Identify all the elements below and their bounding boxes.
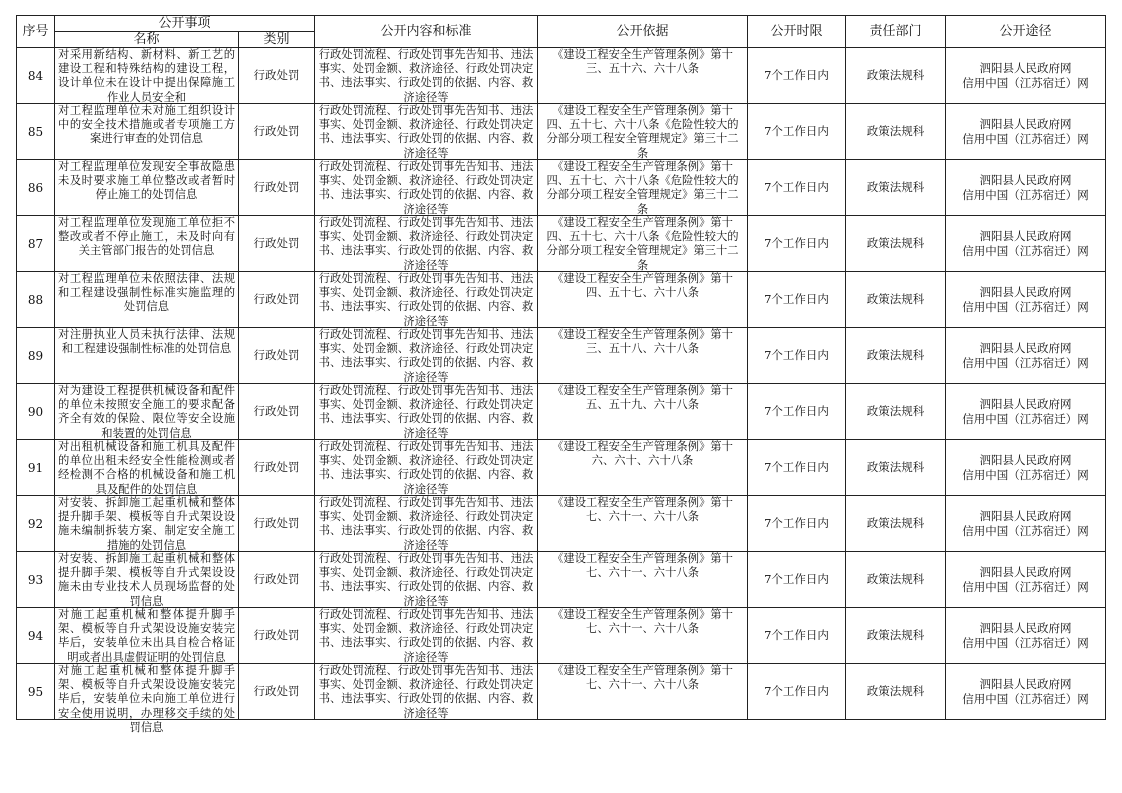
row-content-cell [315, 552, 538, 608]
row-basis-cell [538, 160, 748, 216]
row-department: 政策法规科 [846, 328, 946, 384]
route-line-1: 泗阳县人民政府网 [979, 229, 1072, 243]
row-basis: 《建设工程安全生产管理条例》第十三、五十八、六十八条 [552, 328, 733, 356]
row-seq: 92 [17, 496, 55, 552]
row-basis-cell [538, 104, 748, 160]
row-department: 政策法规科 [846, 664, 946, 720]
row-basis: 《建设工程安全生产管理条例》第十四、五十七、六十八条《危险性较大的分部分项工程安全管理规定》第三十二条 [546, 160, 739, 216]
row-name: 对为建设工程提供机械设备和配件的单位未按照安全施工的要求配备齐全有效的保险、限位等安全设施和装置的处罚信息 [58, 384, 235, 440]
row-name-cell [55, 552, 239, 608]
row-department: 政策法规科 [846, 160, 946, 216]
row-content: 行政处罚流程、行政处罚事先告知书、违法事实、处罚金额、救济途径、行政处罚决定书、违法事实、行政处罚的依据、内容、救济途径等 [318, 328, 534, 384]
row-basis: 《建设工程安全生产管理条例》第十七、六十一、六十八条 [552, 496, 733, 524]
header-department: 责任部门 [846, 16, 946, 48]
row-department: 政策法规科 [846, 48, 946, 104]
route-line-1: 泗阳县人民政府网 [979, 509, 1072, 523]
row-time-limit: 7个工作日内 [748, 552, 846, 608]
disclosure-table [16, 15, 1106, 734]
route-line-2: 信用中国（江苏宿迁）网 [962, 299, 1089, 314]
table-row [17, 272, 1106, 328]
row-seq: 86 [17, 160, 55, 216]
row-name: 对施工起重机械和整体提升脚手架、模板等自升式架设设施安装完毕后，安装单位未向施工单位进行安全使用说明，办理移交手续的处罚信息 [58, 664, 235, 734]
route-line-2: 信用中国（江苏宿迁）网 [962, 579, 1089, 594]
row-content-cell [315, 48, 538, 104]
route-line-2: 信用中国（江苏宿迁）网 [962, 75, 1089, 90]
row-seq: 93 [17, 552, 55, 608]
row-department: 政策法规科 [846, 496, 946, 552]
table-row [17, 440, 1106, 496]
row-category: 行政处罚 [239, 608, 315, 664]
row-basis: 《建设工程安全生产管理条例》第十五、五十九、六十八条 [552, 384, 733, 412]
row-route [946, 216, 1106, 272]
row-name: 对安装、拆卸施工起重机械和整体提升脚手架、模板等自升式架设设施未由专业技术人员现场监督的处罚信息 [58, 552, 235, 608]
row-content-cell [315, 216, 538, 272]
row-time-limit: 7个工作日内 [748, 608, 846, 664]
row-name: 对施工起重机械和整体提升脚手架、模板等自升式架设设施安装完毕后，安装单位未出具自检合格证明或者出具虚假证明的处罚信息 [58, 608, 235, 664]
route-line-1: 泗阳县人民政府网 [979, 621, 1072, 635]
row-route [946, 104, 1106, 160]
row-content-cell [315, 104, 538, 160]
row-route [946, 496, 1106, 552]
row-department: 政策法规科 [846, 272, 946, 328]
row-content: 行政处罚流程、行政处罚事先告知书、违法事实、处罚金额、救济途径、行政处罚决定书、违法事实、行政处罚的依据、内容、救济途径等 [318, 272, 534, 328]
row-time-limit: 7个工作日内 [748, 272, 846, 328]
row-route [946, 664, 1106, 720]
row-category: 行政处罚 [239, 384, 315, 440]
row-category: 行政处罚 [239, 272, 315, 328]
row-category: 行政处罚 [239, 552, 315, 608]
row-content: 行政处罚流程、行政处罚事先告知书、违法事实、处罚金额、救济途径、行政处罚决定书、违法事实、行政处罚的依据、内容、救济途径等 [318, 104, 534, 160]
row-name-cell [55, 104, 239, 160]
row-name: 对注册执业人员未执行法律、法规和工程建设强制性标准的处罚信息 [58, 328, 235, 356]
table-row [17, 48, 1106, 104]
header-content: 公开内容和标准 [315, 16, 538, 48]
row-category: 行政处罚 [239, 328, 315, 384]
row-name: 对安装、拆卸施工起重机械和整体提升脚手架、模板等自升式架设设施未编制拆装方案、制定安全施工措施的处罚信息 [58, 496, 235, 552]
row-name-cell [55, 608, 239, 664]
header-name: 名称 [55, 32, 239, 48]
row-content: 行政处罚流程、行政处罚事先告知书、违法事实、处罚金额、救济途径、行政处罚决定书、违法事实、行政处罚的依据、内容、救济途径等 [318, 48, 534, 104]
row-category: 行政处罚 [239, 160, 315, 216]
row-seq: 84 [17, 48, 55, 104]
row-department: 政策法规科 [846, 216, 946, 272]
row-name: 对采用新结构、新材料、新工艺的建设工程和特殊结构的建设工程，设计单位未在设计中提出保障施工作业人员安全和 [58, 48, 235, 104]
row-basis: 《建设工程安全生产管理条例》第十七、六十一、六十八条 [552, 664, 733, 692]
row-time-limit: 7个工作日内 [748, 328, 846, 384]
row-basis-cell [538, 272, 748, 328]
row-name-cell [55, 160, 239, 216]
route-line-1: 泗阳县人民政府网 [979, 341, 1072, 355]
row-name: 对工程监理单位发现安全事故隐患未及时要求施工单位整改或者暂时停止施工的处罚信息 [58, 160, 235, 202]
route-line-1: 泗阳县人民政府网 [979, 453, 1072, 467]
route-line-1: 泗阳县人民政府网 [979, 61, 1072, 75]
row-route [946, 608, 1106, 664]
row-category: 行政处罚 [239, 496, 315, 552]
row-name: 对工程监理单位未对施工组织设计中的安全技术措施或者专项施工方案进行审查的处罚信息 [58, 104, 235, 146]
row-content-cell [315, 160, 538, 216]
row-content: 行政处罚流程、行政处罚事先告知书、违法事实、处罚金额、救济途径、行政处罚决定书、违法事实、行政处罚的依据、内容、救济途径等 [318, 496, 534, 552]
table-row [17, 608, 1106, 664]
route-line-1: 泗阳县人民政府网 [979, 285, 1072, 299]
row-content-cell [315, 440, 538, 496]
route-line-2: 信用中国（江苏宿迁）网 [962, 467, 1089, 482]
row-department: 政策法规科 [846, 384, 946, 440]
row-content-cell [315, 328, 538, 384]
row-time-limit: 7个工作日内 [748, 664, 846, 720]
header-category: 类别 [239, 32, 315, 48]
route-line-1: 泗阳县人民政府网 [979, 173, 1072, 187]
row-content-cell [315, 384, 538, 440]
row-basis: 《建设工程安全生产管理条例》第十三、五十六、六十八条 [552, 48, 733, 76]
row-content: 行政处罚流程、行政处罚事先告知书、违法事实、处罚金额、救济途径、行政处罚决定书、违法事实、行政处罚的依据、内容、救济途径等 [318, 552, 534, 608]
row-content: 行政处罚流程、行政处罚事先告知书、违法事实、处罚金额、救济途径、行政处罚决定书、违法事实、行政处罚的依据、内容、救济途径等 [318, 216, 534, 272]
row-basis-cell [538, 496, 748, 552]
route-line-2: 信用中国（江苏宿迁）网 [962, 523, 1089, 538]
row-basis: 《建设工程安全生产管理条例》第十六、六十、六十八条 [552, 440, 733, 468]
route-line-2: 信用中国（江苏宿迁）网 [962, 635, 1089, 650]
route-line-2: 信用中国（江苏宿迁）网 [962, 691, 1089, 706]
table-row [17, 496, 1106, 552]
row-basis-cell [538, 608, 748, 664]
row-basis-cell [538, 216, 748, 272]
route-line-2: 信用中国（江苏宿迁）网 [962, 411, 1089, 426]
row-basis-cell [538, 48, 748, 104]
row-category: 行政处罚 [239, 48, 315, 104]
row-name: 对出租机械设备和施工机具及配件的单位出租未经安全性能检测或者经检测不合格的机械设备和施工机具及配件的处罚信息 [58, 440, 235, 496]
row-category: 行政处罚 [239, 440, 315, 496]
row-name-cell [55, 272, 239, 328]
row-seq: 90 [17, 384, 55, 440]
route-line-2: 信用中国（江苏宿迁）网 [962, 355, 1089, 370]
row-basis-cell [538, 328, 748, 384]
row-seq: 94 [17, 608, 55, 664]
row-route [946, 328, 1106, 384]
row-name-cell [55, 496, 239, 552]
row-time-limit: 7个工作日内 [748, 440, 846, 496]
table-row [17, 216, 1106, 272]
header-item-group: 公开事项 [55, 16, 315, 32]
table-row [17, 328, 1106, 384]
row-name-cell [55, 328, 239, 384]
header-basis: 公开依据 [538, 16, 748, 48]
row-basis-cell [538, 440, 748, 496]
row-time-limit: 7个工作日内 [748, 104, 846, 160]
row-basis: 《建设工程安全生产管理条例》第十四、五十七、六十八条《危险性较大的分部分项工程安全管理规定》第三十二条 [546, 216, 739, 272]
row-department: 政策法规科 [846, 552, 946, 608]
row-content: 行政处罚流程、行政处罚事先告知书、违法事实、处罚金额、救济途径、行政处罚决定书、违法事实、行政处罚的依据、内容、救济途径等 [318, 160, 534, 216]
row-content-cell [315, 664, 538, 720]
row-category: 行政处罚 [239, 104, 315, 160]
row-route [946, 384, 1106, 440]
header-seq: 序号 [17, 16, 55, 48]
table-row [17, 160, 1106, 216]
table-row [17, 104, 1106, 160]
route-line-1: 泗阳县人民政府网 [979, 565, 1072, 579]
route-line-2: 信用中国（江苏宿迁）网 [962, 187, 1089, 202]
row-name-cell [55, 440, 239, 496]
row-time-limit: 7个工作日内 [748, 384, 846, 440]
row-basis-cell [538, 664, 748, 720]
route-line-1: 泗阳县人民政府网 [979, 397, 1072, 411]
route-line-1: 泗阳县人民政府网 [979, 677, 1072, 691]
row-basis: 《建设工程安全生产管理条例》第十七、六十一、六十八条 [552, 608, 733, 636]
row-basis: 《建设工程安全生产管理条例》第十七、六十一、六十八条 [552, 552, 733, 580]
row-basis: 《建设工程安全生产管理条例》第十四、五十七、六十八条《危险性较大的分部分项工程安全管理规定》第三十二条 [546, 104, 739, 160]
row-route [946, 160, 1106, 216]
route-line-2: 信用中国（江苏宿迁）网 [962, 243, 1089, 258]
row-time-limit: 7个工作日内 [748, 216, 846, 272]
row-name-cell [55, 384, 239, 440]
row-time-limit: 7个工作日内 [748, 160, 846, 216]
row-name-cell [55, 216, 239, 272]
table-body [17, 48, 1106, 734]
row-content: 行政处罚流程、行政处罚事先告知书、违法事实、处罚金额、救济途径、行政处罚决定书、违法事实、行政处罚的依据、内容、救济途径等 [318, 608, 534, 664]
row-department: 政策法规科 [846, 440, 946, 496]
row-basis-cell [538, 384, 748, 440]
row-seq: 87 [17, 216, 55, 272]
row-category: 行政处罚 [239, 664, 315, 720]
row-name: 对工程监理单位发现施工单位拒不整改或者不停止施工，未及时向有关主管部门报告的处罚信息 [58, 216, 235, 258]
row-seq: 91 [17, 440, 55, 496]
row-name: 对工程监理单位未依照法律、法规和工程建设强制性标准实施监理的处罚信息 [58, 272, 235, 314]
row-content-cell [315, 272, 538, 328]
row-time-limit: 7个工作日内 [748, 496, 846, 552]
row-content-cell [315, 496, 538, 552]
row-basis-cell [538, 552, 748, 608]
header-route: 公开途径 [946, 16, 1106, 48]
row-name-cell [55, 664, 239, 734]
row-time-limit: 7个工作日内 [748, 48, 846, 104]
row-content-cell [315, 608, 538, 664]
row-category: 行政处罚 [239, 216, 315, 272]
row-seq: 88 [17, 272, 55, 328]
row-content: 行政处罚流程、行政处罚事先告知书、违法事实、处罚金额、救济途径、行政处罚决定书、违法事实、行政处罚的依据、内容、救济途径等 [318, 664, 534, 720]
row-seq: 89 [17, 328, 55, 384]
row-route [946, 272, 1106, 328]
table-row [17, 384, 1106, 440]
row-route [946, 552, 1106, 608]
row-basis: 《建设工程安全生产管理条例》第十四、五十七、六十八条 [552, 272, 733, 300]
row-route [946, 440, 1106, 496]
row-department: 政策法规科 [846, 104, 946, 160]
row-content: 行政处罚流程、行政处罚事先告知书、违法事实、处罚金额、救济途径、行政处罚决定书、违法事实、行政处罚的依据、内容、救济途径等 [318, 384, 534, 440]
route-line-2: 信用中国（江苏宿迁）网 [962, 131, 1089, 146]
row-seq: 95 [17, 664, 55, 720]
row-name-cell [55, 48, 239, 104]
table-row [17, 664, 1106, 720]
route-line-1: 泗阳县人民政府网 [979, 117, 1072, 131]
row-content: 行政处罚流程、行政处罚事先告知书、违法事实、处罚金额、救济途径、行政处罚决定书、违法事实、行政处罚的依据、内容、救济途径等 [318, 440, 534, 496]
row-seq: 85 [17, 104, 55, 160]
table-row [17, 552, 1106, 608]
row-department: 政策法规科 [846, 608, 946, 664]
header-time-limit: 公开时限 [748, 16, 846, 48]
row-route [946, 48, 1106, 104]
